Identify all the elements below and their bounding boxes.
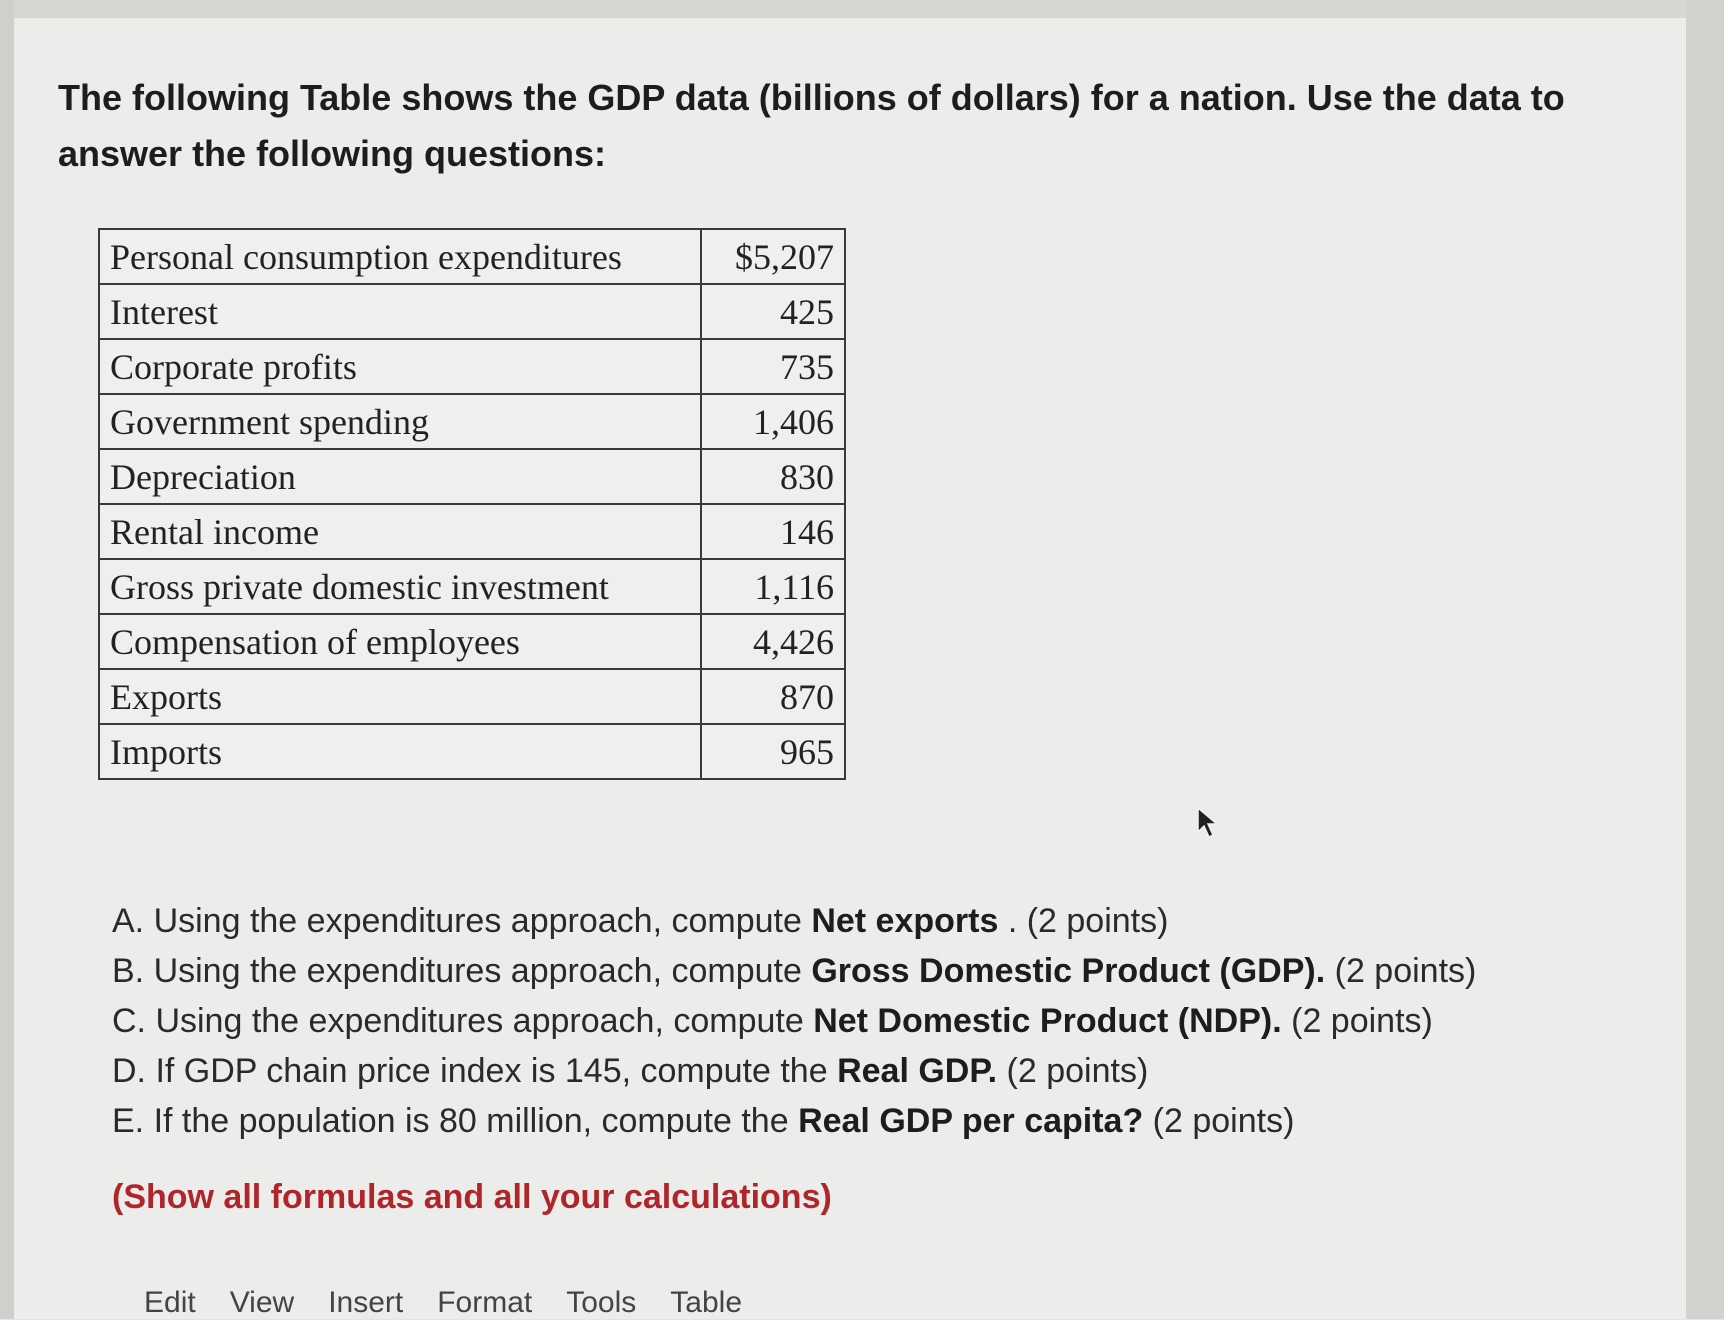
table-row bbox=[99, 504, 845, 559]
mouse-pointer-icon bbox=[1196, 806, 1224, 840]
question-page bbox=[14, 18, 1686, 1319]
row-label: Exports bbox=[99, 669, 701, 724]
question-points: (2 points) bbox=[1143, 1102, 1295, 1140]
question-item bbox=[112, 1046, 1612, 1096]
question-points: (2 points) bbox=[997, 1052, 1149, 1090]
menu-tools[interactable]: Tools bbox=[566, 1286, 637, 1319]
question-text: D. If GDP chain price index is 145, compute the bbox=[112, 1052, 838, 1090]
table-row bbox=[99, 559, 845, 614]
question-list bbox=[112, 896, 1612, 1146]
question-points: (2 points) bbox=[1281, 1002, 1433, 1040]
table-row bbox=[99, 339, 845, 394]
row-value: 1,406 bbox=[701, 394, 845, 449]
row-label: Corporate profits bbox=[99, 339, 701, 394]
row-label: Gross private domestic investment bbox=[99, 559, 701, 614]
menu-format[interactable]: Format bbox=[437, 1286, 533, 1319]
row-value: 1,116 bbox=[701, 559, 845, 614]
table-row bbox=[99, 394, 845, 449]
question-text: B. Using the expenditures approach, compute bbox=[112, 952, 812, 990]
row-value: 965 bbox=[701, 724, 845, 779]
table-row bbox=[99, 449, 845, 504]
question-item bbox=[112, 996, 1612, 1046]
menu-insert[interactable]: Insert bbox=[328, 1286, 404, 1319]
row-value: $5,207 bbox=[701, 229, 845, 284]
question-text: C. Using the expenditures approach, compute bbox=[112, 1002, 814, 1040]
menu-table[interactable]: Table bbox=[670, 1286, 742, 1319]
table-row bbox=[99, 229, 845, 284]
question-points: (2 points) bbox=[1325, 952, 1477, 990]
question-keyword: Gross Domestic Product (GDP). bbox=[811, 952, 1326, 990]
question-keyword: Net Domestic Product (NDP). bbox=[813, 1002, 1282, 1040]
row-label: Depreciation bbox=[99, 449, 701, 504]
editor-menubar bbox=[144, 1286, 742, 1320]
question-item bbox=[112, 1096, 1612, 1146]
row-value: 830 bbox=[701, 449, 845, 504]
question-text: A. Using the expenditures approach, compute bbox=[112, 902, 812, 940]
row-label: Interest bbox=[99, 284, 701, 339]
screen-frame-left bbox=[0, 0, 14, 1319]
row-label: Government spending bbox=[99, 394, 701, 449]
row-label: Imports bbox=[99, 724, 701, 779]
question-item bbox=[112, 946, 1612, 996]
calculation-note: (Show all formulas and all your calculations) bbox=[112, 1178, 832, 1216]
question-intro: The following Table shows the GDP data (billions of dollars) for a nation. Use the data to answer the following questions: bbox=[58, 77, 1565, 174]
row-value: 425 bbox=[701, 284, 845, 339]
table-row bbox=[99, 724, 845, 779]
table-row bbox=[99, 614, 845, 669]
table-row bbox=[99, 669, 845, 724]
gdp-data-table bbox=[98, 228, 846, 780]
row-label: Compensation of employees bbox=[99, 614, 701, 669]
question-item bbox=[112, 896, 1612, 946]
screen-frame-right bbox=[1686, 0, 1724, 1319]
row-label: Rental income bbox=[99, 504, 701, 559]
question-keyword: Net exports bbox=[811, 902, 999, 940]
menu-view[interactable]: View bbox=[229, 1286, 295, 1319]
row-value: 735 bbox=[701, 339, 845, 394]
row-value: 146 bbox=[701, 504, 845, 559]
table-row bbox=[99, 284, 845, 339]
row-label: Personal consumption expenditures bbox=[99, 229, 701, 284]
row-value: 4,426 bbox=[701, 614, 845, 669]
question-keyword: Real GDP per capita? bbox=[798, 1102, 1144, 1140]
question-text: E. If the population is 80 million, compute the bbox=[112, 1102, 799, 1140]
menu-edit[interactable]: Edit bbox=[144, 1286, 196, 1319]
question-keyword: Real GDP. bbox=[837, 1052, 998, 1090]
question-points: . (2 points) bbox=[998, 902, 1169, 940]
row-value: 870 bbox=[701, 669, 845, 724]
screen-frame-top bbox=[0, 0, 1724, 18]
